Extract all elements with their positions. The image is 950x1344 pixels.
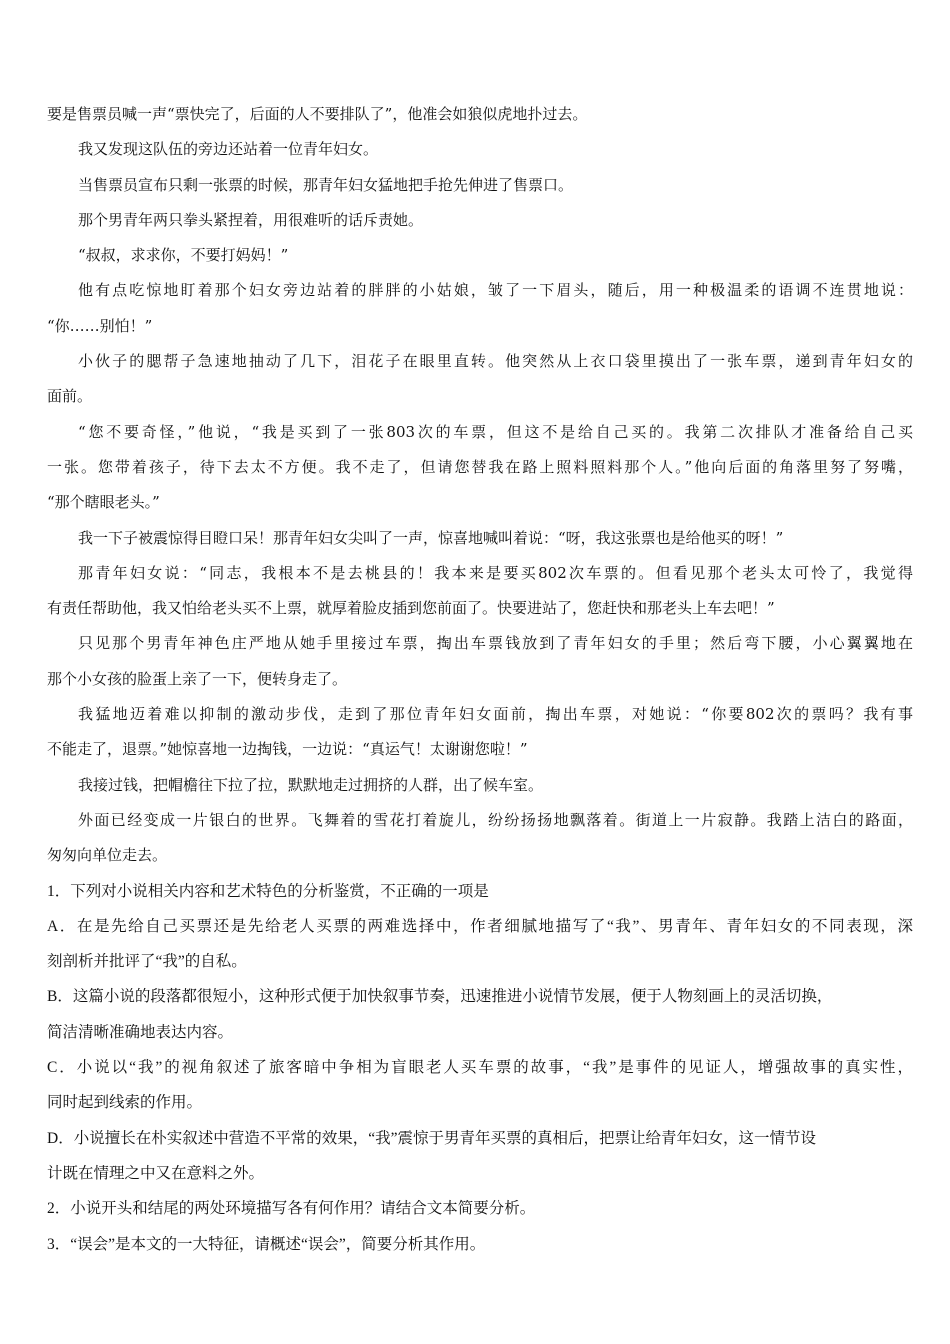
story-line: “叔叔，求求你，不要打妈妈！” <box>78 246 289 265</box>
question-line: 刻剖析并批评了“我”的自私。 <box>47 953 247 971</box>
story-line: “您不要奇怪，”他说，“我是买到了一张803次的车票，但这不是给自己买的。我第二次排队才准备给自己买 <box>78 422 913 441</box>
question-line: 同时起到线索的作用。 <box>47 1094 203 1112</box>
story-line: “那个瞎眼老头。” <box>47 493 160 512</box>
story-line: 只见那个男青年神色庄严地从她手里接过车票，掏出车票钱放到了青年妇女的手里；然后弯下腰，小心翼翼地在 <box>78 634 913 653</box>
story-line: 外面已经变成一片银白的世界。飞舞着的雪花打着旋儿，纷纷扬扬地飘落着。街道上一片寂静。我踏上洁白的路面， <box>78 810 913 829</box>
story-line: 那个小女孩的脸蛋上亲了一下，便转身走了。 <box>47 669 348 688</box>
story-line: 不能走了，退票。”她惊喜地一边掏钱，一边说：“真运气！太谢谢您啦！” <box>47 740 528 759</box>
question-section <box>47 874 913 1262</box>
story-line: 当售票员宣布只剩一张票的时候，那青年妇女猛地把手抢先伸进了售票口。 <box>78 175 574 194</box>
question-line: 1．下列对小说相关内容和艺术特色的分析鉴赏，不正确的一项是 <box>47 882 489 900</box>
story-text <box>47 97 913 874</box>
story-line: “你……别怕！” <box>47 316 153 335</box>
story-line: 我又发现这队伍的旁边还站着一位青年妇女。 <box>78 140 379 159</box>
story-line: 小伙子的腮帮子急速地抽动了几下，泪花子在眼里直转。他突然从上衣口袋里摸出了一张车票，递到青年妇女的 <box>78 352 913 371</box>
document-page <box>47 97 913 1262</box>
story-line: 面前。 <box>47 387 93 406</box>
story-line: 我猛地迈着难以抑制的激动步伐，走到了那位青年妇女面前，掏出车票，对她说：“你要802次的票吗？我有事 <box>78 705 913 724</box>
story-line: 那青年妇女说：“同志，我根本不是去桃县的！我本来是要买802次车票的。但看见那个老头太可怜了，我觉得 <box>78 563 913 582</box>
question-line: D．小说擅长在朴实叙述中营造不平常的效果，“我”震惊于男青年买票的真相后，把票让给青年妇女，这一情节设 <box>47 1129 816 1147</box>
story-line: 那个男青年两只拳头紧捏着，用很难听的话斥责她。 <box>78 210 424 229</box>
question-line: 简洁清晰准确地表达内容。 <box>47 1023 234 1041</box>
question-line: B．这篇小说的段落都很短小，这种形式便于加快叙事节奏，迅速推进小说情节发展，便于人物刻画上的灵活切换， <box>47 988 833 1006</box>
question-line: C．小说以“我”的视角叙述了旅客暗中争相为盲眼老人买车票的故事，“我”是事件的见证人，增强故事的真实性， <box>47 1059 913 1077</box>
story-line: 要是售票员喊一声“票快完了，后面的人不要排队了”，他准会如狼似虎地扑过去。 <box>47 105 588 123</box>
story-line: 我接过钱，把帽檐往下拉了拉，默默地走过拥挤的人群，出了候车室。 <box>78 775 544 794</box>
question-line: 计既在情理之中又在意料之外。 <box>47 1164 265 1182</box>
story-line: 一张。您带着孩子，待下去太不方便。我不走了，但请您替我在路上照料照料那个人。”他向后面的角落里努了努嘴， <box>47 457 913 476</box>
question-line: 3．“误会”是本文的一大特征，请概述“误会”，简要分析其作用。 <box>47 1235 486 1253</box>
question-line: A．在是先给自己买票还是先给老人买票的两难选择中，作者细腻地描写了“我”、男青年、青年妇女的不同表现，深 <box>47 917 913 935</box>
story-line: 有责任帮助他，我又怕给老头买不上票，就厚着脸皮插到您前面了。快要进站了，您赶快和那老头上车去吧！” <box>47 599 775 618</box>
story-line: 我一下子被震惊得目瞪口呆！那青年妇女尖叫了一声，惊喜地喊叫着说：“呀，我这张票也是给他买的呀！” <box>78 528 784 547</box>
story-line: 匆匆向单位走去。 <box>47 846 168 865</box>
question-line: 2．小说开头和结尾的两处环境描写各有何作用？请结合文本简要分析。 <box>47 1200 536 1218</box>
story-line: 他有点吃惊地盯着那个妇女旁边站着的胖胖的小姑娘，皱了一下眉头，随后，用一种极温柔的语调不连贯地说： <box>78 281 913 300</box>
